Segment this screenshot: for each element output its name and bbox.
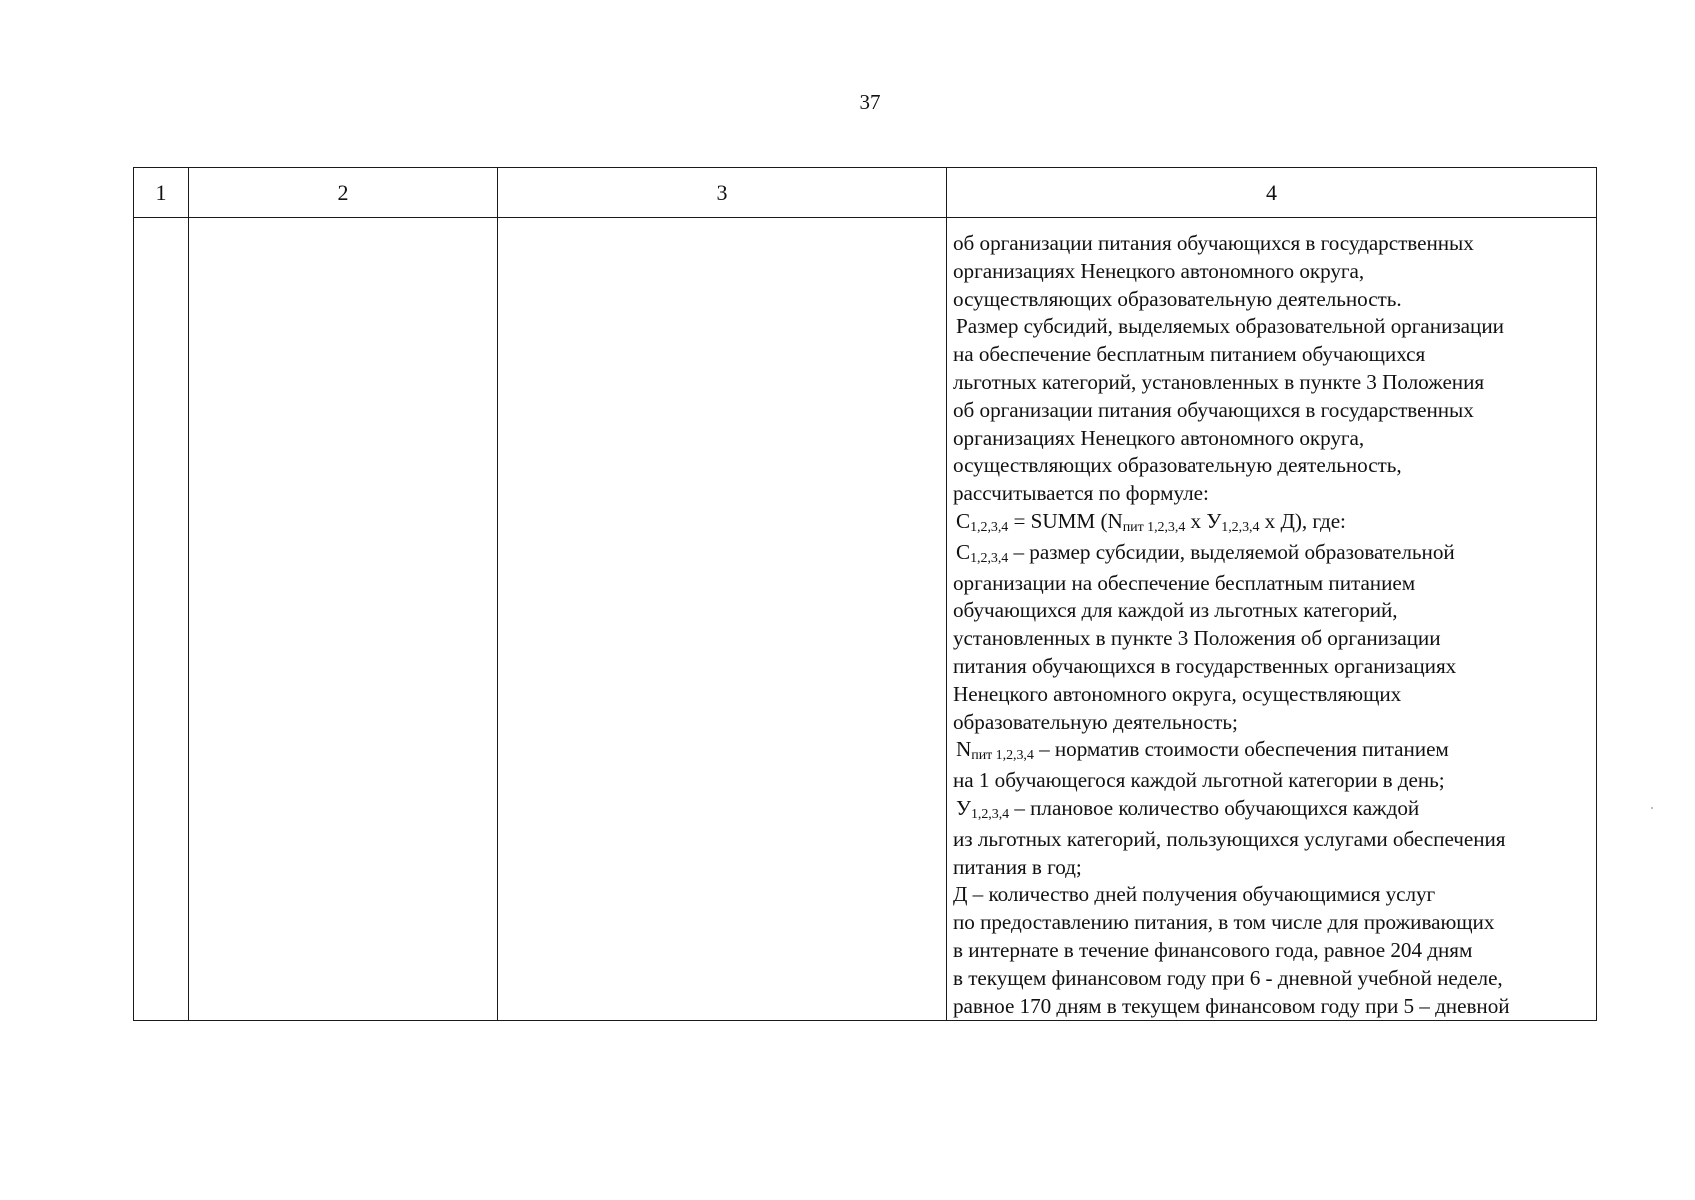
definition-u-line <box>953 795 1590 826</box>
symbol-u-subscript: 1,2,3,4 <box>970 806 1010 822</box>
text-line: в интернате в течение финансового года, равное 204 дням <box>953 937 1473 962</box>
formula-line <box>953 508 1590 539</box>
regulation-table <box>133 167 1597 1021</box>
text-line: по предоставлению питания, в том числе для проживающих <box>953 910 1495 935</box>
formula-c: C <box>956 508 971 533</box>
formula-n-subscript: пит 1,2,3,4 <box>1122 519 1186 535</box>
symbol-n-subscript: пит 1,2,3,4 <box>971 748 1034 764</box>
text-line: питания обучающихся в государственных организациях <box>953 653 1457 678</box>
definition-c-text: – размер субсидии, выделяемой образовательной <box>1008 539 1455 564</box>
definition-u-text: – плановое количество обучающихся каждой <box>1009 795 1420 820</box>
text-line: льготных категорий, установленных в пункте 3 Положения <box>953 369 1485 394</box>
text-line: осуществляющих образовательную деятельность, <box>953 453 1402 478</box>
scan-artifact <box>1651 807 1653 809</box>
definition-n-text: – норматив стоимости обеспечения питанием <box>1033 737 1449 762</box>
formula-c-subscript: 1,2,3,4 <box>970 519 1009 535</box>
text-line: организации на обеспечение бесплатным питанием <box>953 570 1416 595</box>
table-header-row <box>134 168 1597 218</box>
definition-n-line <box>953 736 1590 767</box>
formula-equals: = SUMM (N <box>1008 508 1123 533</box>
text-line: установленных в пункте 3 Положения об организации <box>953 626 1441 651</box>
text-line: в текущем финансовом году при 6 - дневной учебной неделе, <box>953 965 1503 990</box>
cell-column-1 <box>134 218 189 1021</box>
column-header-1: 1 <box>134 168 189 218</box>
symbol-c-subscript: 1,2,3,4 <box>970 550 1009 566</box>
symbol-n: N <box>956 737 972 762</box>
page-number: 37 <box>859 90 881 114</box>
column-header-2: 2 <box>189 168 498 218</box>
definition-c-line <box>953 539 1590 570</box>
cell-column-4 <box>947 218 1597 1021</box>
text-line: рассчитывается по формуле: <box>953 481 1209 506</box>
text-line: осуществляющих образовательную деятельность. <box>953 286 1402 311</box>
text-line: обучающихся для каждой из льготных категорий, <box>953 598 1398 623</box>
text-line: организациях Ненецкого автономного округа, <box>953 425 1365 450</box>
text-line: питания в год; <box>953 854 1082 879</box>
text-line: Размер субсидий, выделяемых образовательной организации <box>956 314 1504 339</box>
text-line: на обеспечение бесплатным питанием обучающихся <box>953 342 1426 367</box>
formula-times-u: x У <box>1185 508 1222 533</box>
column-header-3: 3 <box>498 168 947 218</box>
text-line: об организации питания обучающихся в государственных <box>953 231 1474 255</box>
cell-column-3 <box>498 218 947 1021</box>
text-line: равное 170 дням в текущем финансовом году при 5 – дневной <box>953 993 1510 1018</box>
formula-tail: x Д), где: <box>1259 508 1346 533</box>
text-line: на 1 обучающегося каждой льготной категории в день; <box>953 768 1445 793</box>
column-header-4: 4 <box>947 168 1597 218</box>
symbol-c: C <box>956 539 971 564</box>
table-row <box>134 218 1597 1021</box>
text-line: организациях Ненецкого автономного округа, <box>953 258 1365 283</box>
cell-column-2 <box>189 218 498 1021</box>
text-line: образовательную деятельность; <box>953 709 1238 734</box>
symbol-u: У <box>956 795 971 820</box>
text-line: Ненецкого автономного округа, осуществляющих <box>953 681 1402 706</box>
text-line: об организации питания обучающихся в государственных <box>953 397 1474 422</box>
text-line: Д – количество дней получения обучающимися услуг <box>953 882 1436 907</box>
formula-u-subscript: 1,2,3,4 <box>1221 519 1260 535</box>
text-line: из льготных категорий, пользующихся услугами обеспечения <box>953 826 1506 851</box>
